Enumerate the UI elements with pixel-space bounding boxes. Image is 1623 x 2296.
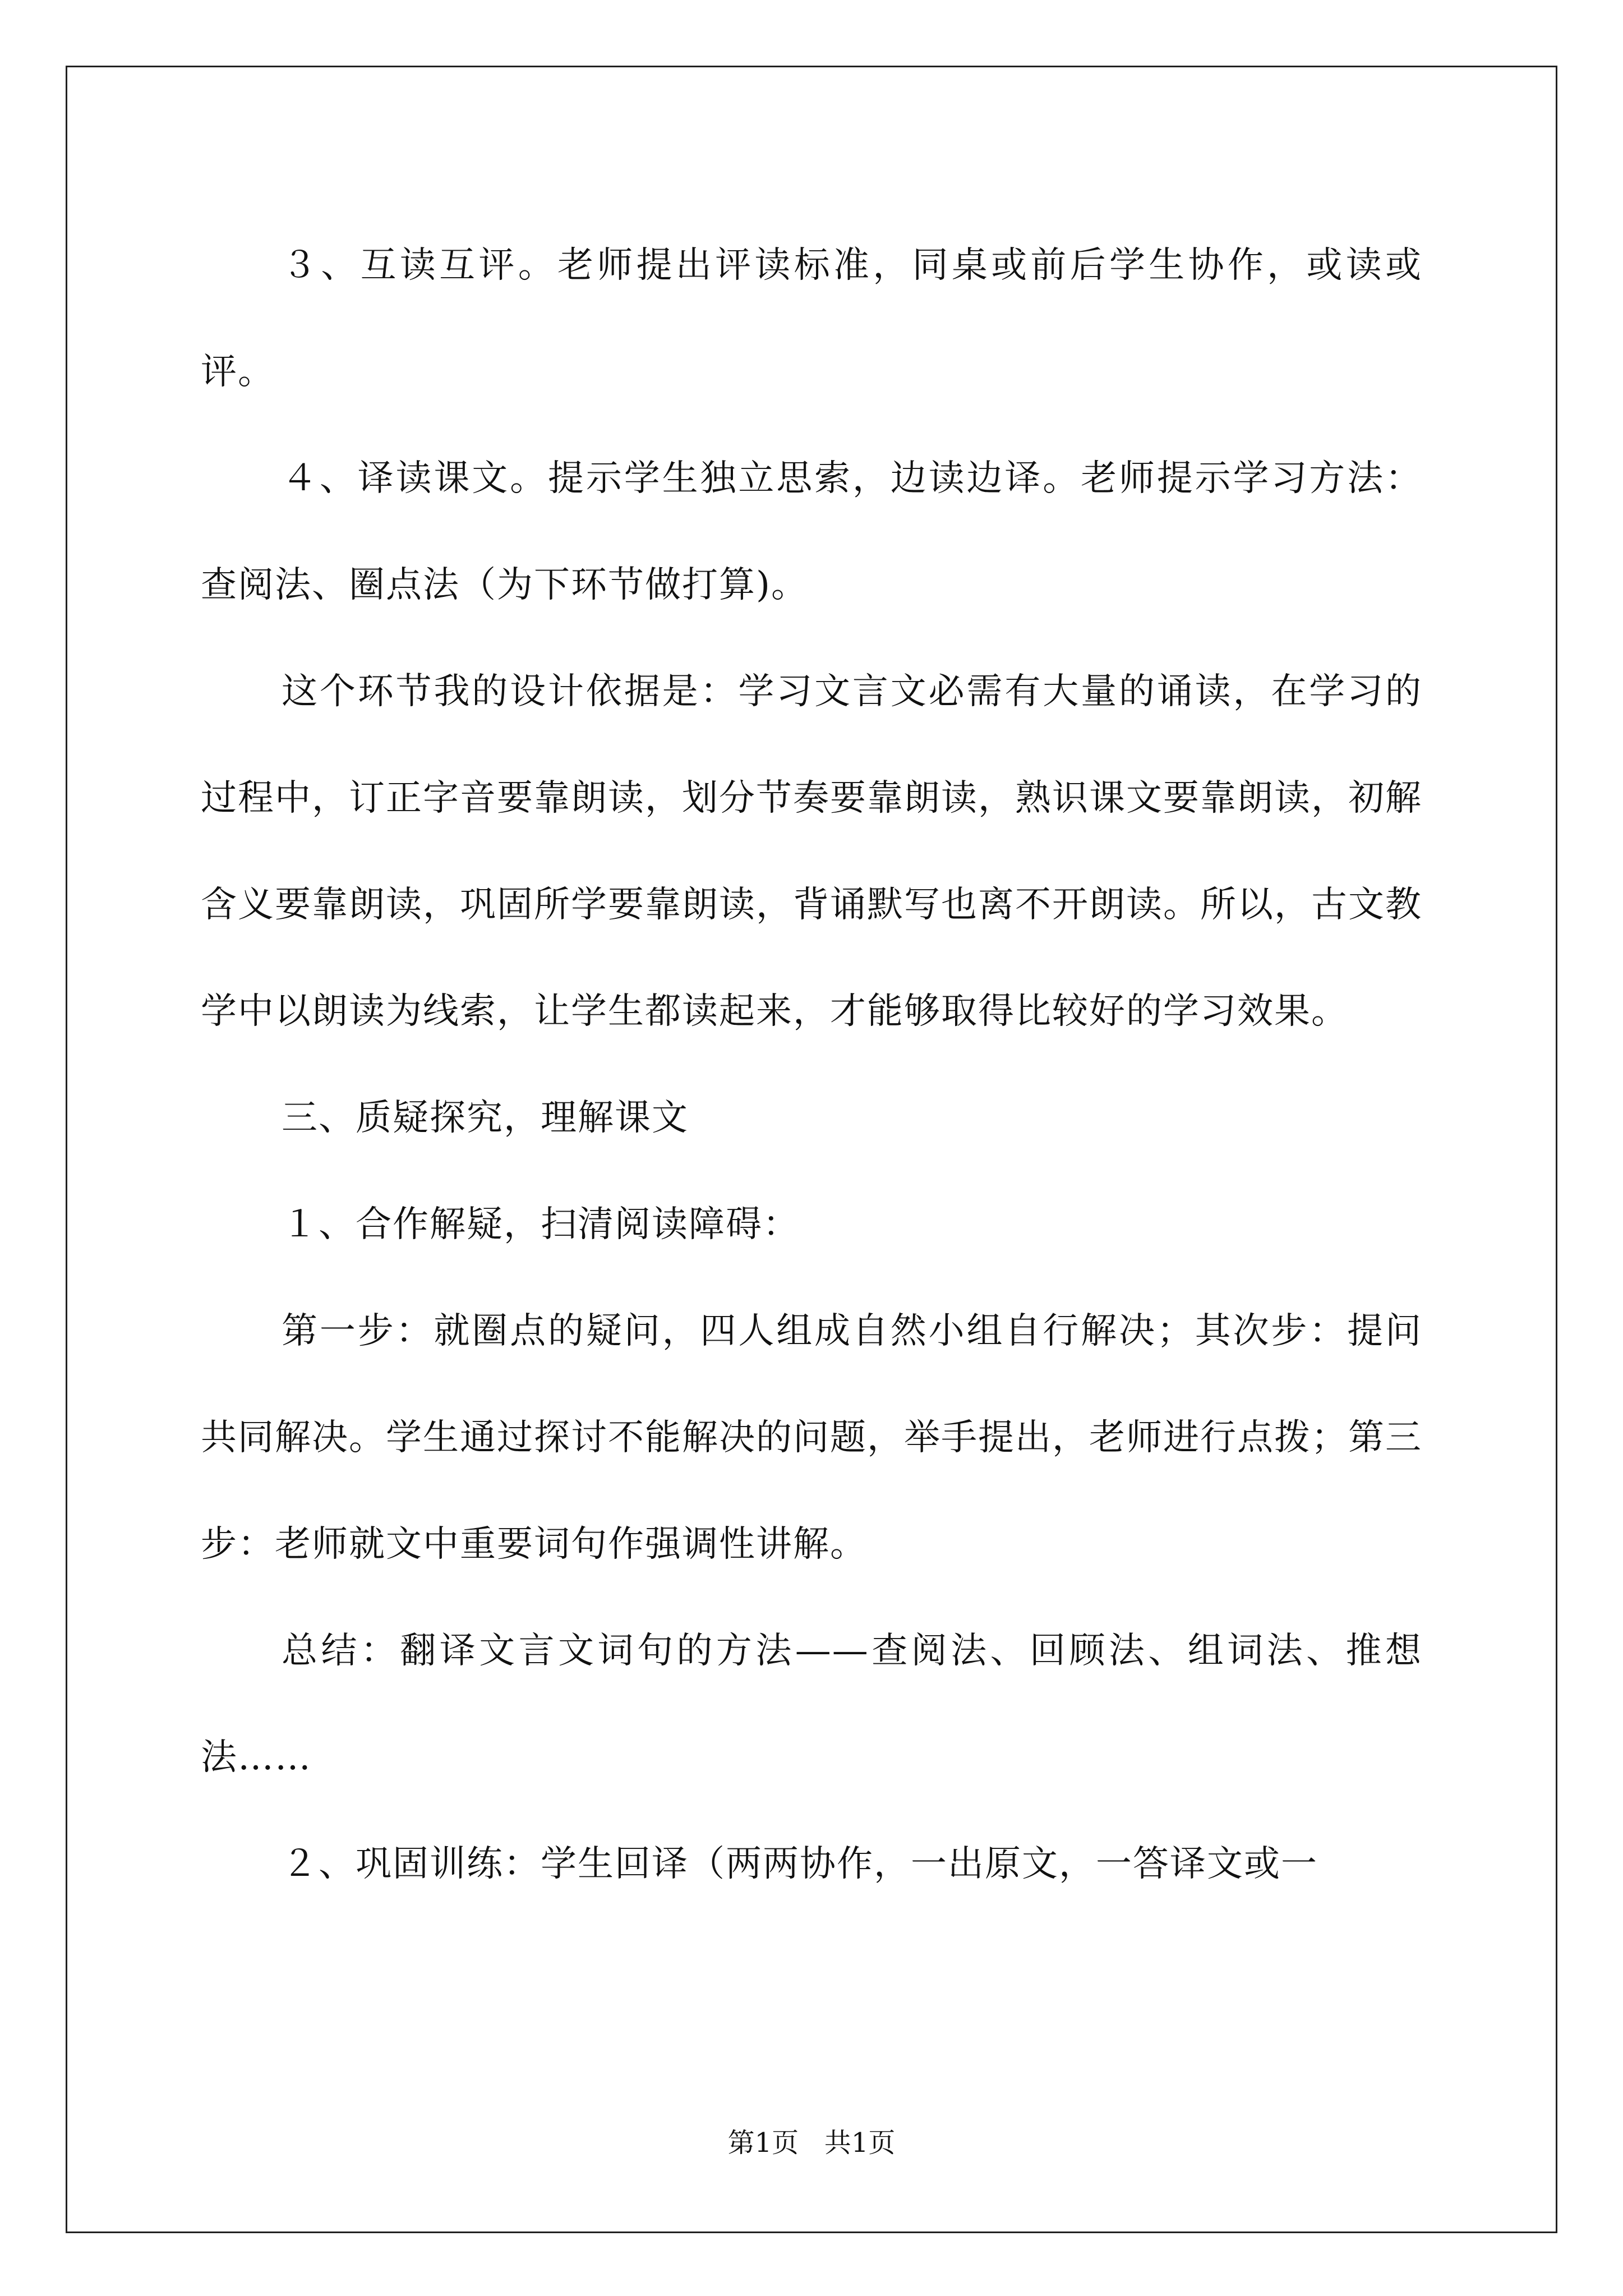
paragraph-mutual-reading: ３、互读互评。老师提出评读标准，同桌或前后学生协作，或读或评。 — [201, 245, 1422, 393]
paragraph-summary: 总结：翻译文言文词句的方法——查阅法、回顾法、组词法、推想法…… — [201, 1630, 1422, 1778]
document-body — [201, 212, 1422, 1917]
page-footer: 第1页 共1页 — [727, 2127, 896, 2159]
section-heading-inquiry: 三、质疑探究，理解课文 — [282, 1097, 689, 1139]
paragraph-translate-reading: ４、译读课文。提示学生独立思索，边读边译。老师提示学习方法：查阅法、圈点法（为下环节做打算)。 — [201, 458, 1422, 606]
paragraph-design-rationale: 这个环节我的设计依据是：学习文言文必需有大量的诵读，在学习的过程中，订正字音要靠朗读，划分节奏要靠朗读，熟识课文要靠朗读，初解含义要靠朗读，巩固所学要靠朗读，背诵默写也离不开朗读。所以，古文教学中以朗读为线索，让学生都读起来，才能够取得比较好的学习效果。 — [201, 671, 1422, 1032]
paragraph-steps: 第一步：就圈点的疑问，四人组成自然小组自行解决；其次步：提问共同解决。学生通过探讨不能解决的问题，举手提出，老师进行点拨；第三步：老师就文中重要词句作强调性讲解。 — [201, 1310, 1422, 1565]
paragraph-consolidation: ２、巩固训练：学生回译（两两协作，一出原文，一答译文或一 — [282, 1843, 1318, 1885]
paragraph-cooperative-solving: １、合作解疑，扫清阅读障碍： — [282, 1204, 800, 1245]
